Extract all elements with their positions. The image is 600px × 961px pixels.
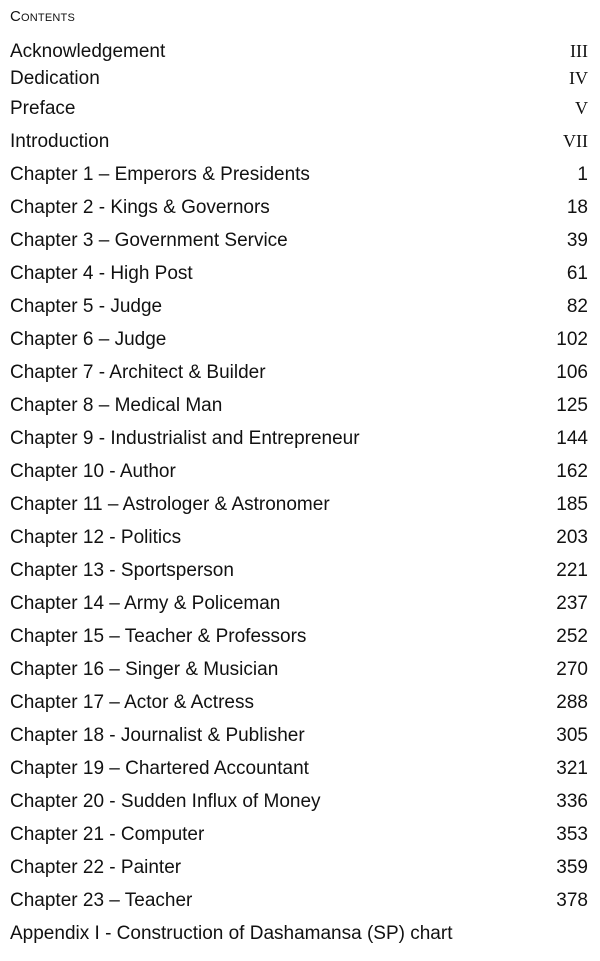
toc-entry-page: 336 (556, 791, 588, 812)
toc-entry-page: 353 (556, 824, 588, 845)
toc-entry (10, 92, 588, 125)
toc-entry (10, 125, 588, 158)
toc-entry (10, 455, 588, 488)
toc-entry (10, 851, 588, 884)
toc-entry-title: Chapter 17 – Actor & Actress (10, 692, 254, 713)
toc-entry-title: Acknowledgement (10, 41, 166, 62)
toc-entry (10, 587, 588, 620)
toc-entry (10, 257, 588, 290)
toc-entry (10, 290, 588, 323)
toc-entry-title: Chapter 18 - Journalist & Publisher (10, 725, 305, 746)
toc-entry (10, 752, 588, 785)
toc-entry-title: Appendix I - Construction of Dashamansa (SP) chart (10, 923, 453, 944)
contents-heading: Contents (10, 8, 75, 25)
toc-entry-title: Chapter 7 - Architect & Builder (10, 362, 266, 383)
toc-entry (10, 389, 588, 422)
toc-entry-page: 203 (556, 527, 588, 548)
toc-entry-title: Chapter 20 - Sudden Influx of Money (10, 791, 321, 812)
toc-entry-page: 61 (566, 263, 588, 284)
toc-entry (10, 917, 588, 950)
toc-entry (10, 356, 588, 389)
toc-entry-title: Chapter 3 – Government Service (10, 230, 288, 251)
toc-entry-title: Chapter 21 - Computer (10, 824, 205, 845)
toc-entry (10, 191, 588, 224)
toc-entry (10, 38, 588, 65)
toc-entry (10, 554, 588, 587)
toc-entry-page: 252 (556, 626, 588, 647)
toc-entry-page: 270 (556, 659, 588, 680)
toc-list (10, 38, 588, 950)
toc-entry (10, 884, 588, 917)
toc-entry-page: 125 (556, 395, 588, 416)
toc-entry (10, 158, 588, 191)
toc-entry (10, 719, 588, 752)
toc-entry-page: 102 (556, 329, 588, 350)
toc-entry-title: Introduction (10, 131, 110, 152)
toc-entry (10, 224, 588, 257)
toc-entry-page: 39 (566, 230, 588, 251)
toc-entry-page: 144 (556, 428, 588, 449)
toc-entry-title: Chapter 9 - Industrialist and Entrepreneur (10, 428, 360, 449)
toc-entry-page: 162 (556, 461, 588, 482)
toc-entry-title: Preface (10, 98, 76, 119)
toc-entry-page: 321 (556, 758, 588, 779)
toc-entry-title: Chapter 4 - High Post (10, 263, 193, 284)
toc-entry-page: 359 (556, 857, 588, 878)
toc-entry-title: Chapter 10 - Author (10, 461, 176, 482)
toc-entry-page: V (575, 98, 588, 118)
toc-entry-page: 378 (556, 890, 588, 911)
toc-entry (10, 323, 588, 356)
toc-entry-title: Dedication (10, 68, 100, 89)
toc-entry-page: 237 (556, 593, 588, 614)
toc-entry (10, 653, 588, 686)
toc-entry-title: Chapter 23 – Teacher (10, 890, 193, 911)
toc-entry-page: 18 (566, 197, 588, 218)
toc-entry (10, 785, 588, 818)
toc-entry (10, 65, 588, 92)
toc-entry-page: 106 (556, 362, 588, 383)
toc-entry-title: Chapter 11 – Astrologer & Astronomer (10, 494, 330, 515)
toc-entry (10, 686, 588, 719)
toc-entry-title: Chapter 5 - Judge (10, 296, 163, 317)
toc-entry-page: III (570, 41, 588, 61)
toc-entry (10, 818, 588, 851)
toc-entry-title: Chapter 16 – Singer & Musician (10, 659, 279, 680)
toc-entry-title: Chapter 22 - Painter (10, 857, 182, 878)
toc-entry-title: Chapter 2 - Kings & Governors (10, 197, 270, 218)
toc-entry-page: 1 (577, 164, 588, 185)
toc-entry-page: 305 (556, 725, 588, 746)
toc-entry-title: Chapter 13 - Sportsperson (10, 560, 234, 581)
toc-entry-title: Chapter 1 – Emperors & Presidents (10, 164, 310, 185)
toc-entry-title: Chapter 14 – Army & Policeman (10, 593, 281, 614)
toc-entry-title: Chapter 8 – Medical Man (10, 395, 223, 416)
toc-entry-title: Chapter 12 - Politics (10, 527, 182, 548)
toc-entry-title: Chapter 15 – Teacher & Professors (10, 626, 307, 647)
toc-entry-title: Chapter 19 – Chartered Accountant (10, 758, 309, 779)
toc-entry (10, 422, 588, 455)
toc-entry-title: Chapter 6 – Judge (10, 329, 167, 350)
toc-entry (10, 488, 588, 521)
toc-entry-page: 185 (556, 494, 588, 515)
toc-entry-page: 221 (556, 560, 588, 581)
toc-entry (10, 521, 588, 554)
toc-entry-page: 82 (566, 296, 588, 317)
toc-entry-page: VII (563, 131, 588, 151)
toc-entry-page: 288 (556, 692, 588, 713)
toc-entry-page: IV (569, 68, 588, 88)
toc-entry (10, 620, 588, 653)
